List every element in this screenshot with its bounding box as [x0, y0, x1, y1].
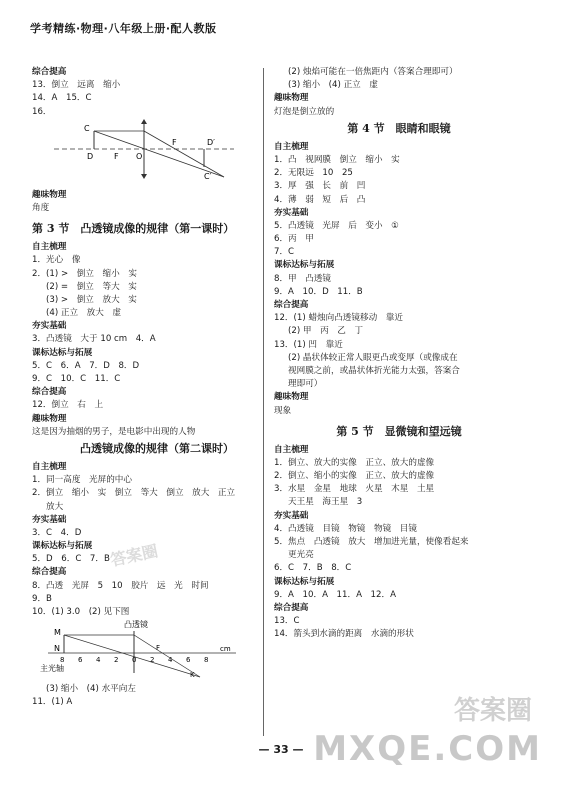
fig2-tick: 6	[186, 656, 191, 665]
right-block-b	[274, 141, 524, 418]
answer-line: 8．凸透 光屏 5 10 胶片 远 光 时间	[32, 580, 209, 591]
answer-line: 视网膜之前，或晶状体折光能力太强，答案合	[288, 365, 460, 376]
left-block-e	[32, 683, 282, 709]
answer-line: 16．	[32, 106, 52, 117]
fig2-label-axis: 主光轴	[40, 664, 64, 674]
answer-line: 2．倒立 缩小 实 倒立 等大 倒立 放大 正立	[32, 488, 236, 499]
fig1-label-F: F	[114, 151, 119, 161]
watermark-logo: 答案圈	[453, 696, 532, 726]
answer-line: 13．(1) 凹 靠近	[274, 339, 343, 350]
answer-line: 8．甲 凸透镜	[274, 273, 332, 284]
answer-line: 更光亮	[288, 550, 314, 561]
fig2-label-cm: cm	[220, 645, 231, 654]
watermark-url: MXQE.COM	[313, 729, 542, 769]
answer-line: (3) 缩小 (4) 正立 虚	[288, 80, 378, 91]
left-block-d	[32, 461, 282, 619]
answer-line: 角度	[32, 202, 50, 213]
section-3-title: 第 3 节 凸透镜成像的规律（第一课时）	[32, 222, 235, 236]
answer-line: 14．A 15．C	[32, 93, 92, 104]
subsection-heading: 夯实基础	[32, 514, 67, 525]
right-block-a	[274, 66, 524, 119]
answer-line: 天王星 海王星 3	[288, 497, 363, 508]
answer-line: (3) > 倒立 放大 实	[46, 294, 137, 305]
section-3b-title: 凸透镜成像的规律（第二课时）	[80, 441, 234, 455]
subsection-heading: 综合提高	[32, 567, 67, 578]
fig2-tick: 2	[114, 656, 119, 665]
answer-line: (4) 正立 放大 虚	[46, 308, 122, 319]
answer-line: 7．C	[274, 247, 295, 258]
answer-line: 4．薄 弱 短 后 凸	[274, 194, 366, 205]
answer-line: (3) 缩小 (4) 水平向左	[46, 684, 136, 695]
subsection-heading: 课标达标与拓展	[32, 541, 93, 552]
subsection-heading: 趣味物理	[32, 413, 67, 424]
subsection-heading: 趣味物理	[274, 392, 309, 403]
fig1-label-O: O	[136, 151, 143, 161]
answer-line: 放大	[46, 501, 64, 512]
answer-line: 11．(1) A	[32, 697, 73, 708]
fig2-label-lens: 凸透镜	[124, 620, 148, 630]
right-column	[274, 66, 524, 642]
subsection-heading: 综合提高	[32, 67, 67, 77]
answer-line: 这是因为抽烟的男子，是电影中出现的人物	[32, 426, 196, 437]
left-block-a	[32, 66, 282, 119]
fig2-label-K: K	[190, 671, 195, 680]
fig2-tick: 4	[96, 656, 101, 665]
subsection-heading: 自主梳理	[32, 461, 67, 472]
subsection-heading: 课标达标与拓展	[274, 260, 335, 271]
subsection-heading: 趣味物理	[32, 189, 67, 200]
answer-line: 2．倒立、缩小的实像 正立、放大的虚像	[274, 471, 435, 482]
answer-line: 1．光心 像	[32, 255, 81, 266]
subsection-heading: 自主梳理	[274, 444, 309, 455]
fig1-label-C: C	[84, 123, 90, 133]
answer-line: 6．丙 甲	[274, 234, 314, 245]
answer-line: 5．C 6．A 7．D 8．D	[32, 360, 140, 371]
answer-line: 6．C 7．B 8．C	[274, 563, 352, 574]
fig1-label-D: D	[87, 151, 94, 161]
fig2-tick: 6	[78, 656, 83, 665]
fig2-tick: 8	[204, 656, 209, 665]
subsection-heading: 夯实基础	[274, 207, 309, 218]
right-block-c	[274, 444, 524, 642]
answer-line: 1．同一高度 光屏的中心	[32, 475, 132, 486]
subsection-heading: 综合提高	[32, 387, 67, 398]
subsection-heading: 综合提高	[274, 602, 309, 613]
section-5-title: 第 5 节 显微镜和望远镜	[336, 424, 462, 438]
answer-line: 9．A 10．D 11．B	[274, 286, 363, 297]
answer-line: 灯泡是倒立放的	[274, 106, 335, 117]
fig2-label-M: M	[54, 628, 61, 638]
convex-lens-diagram-10	[40, 619, 240, 679]
subsection-heading: 夯实基础	[274, 510, 309, 521]
answer-line: 3．凸透镜 大于 10 cm 4．A	[32, 334, 156, 345]
lens-ray-diagram-16	[54, 119, 234, 185]
answer-line: (2) 烛焰可能在一倍焦距内（答案合理即可）	[288, 67, 458, 77]
answer-line: 10．(1) 3.0 (2) 见下图	[32, 607, 130, 617]
answer-line: 12．(1) 蜡烛向凸透镜移动 靠近	[274, 313, 403, 324]
section-4-title: 第 4 节 眼睛和眼镜	[347, 121, 451, 135]
answer-line: 13．倒立 远离 缩小	[32, 80, 121, 91]
fig2-tick: 8	[60, 656, 65, 665]
page-header: 学考精练·物理·八年级上册·配人教版	[30, 22, 217, 35]
fig2-label-F: F	[156, 644, 161, 653]
page-number: — 33 —	[258, 743, 304, 756]
answer-line: 5．凸透镜 光屏 后 变小 ①	[274, 220, 399, 231]
subsection-heading: 课标达标与拓展	[274, 576, 335, 587]
answer-line: 9．A 10．A 11．A 12．A	[274, 589, 396, 600]
answer-line: (2) = 倒立 等大 实	[46, 281, 137, 292]
answer-line: 3．水星 金星 地球 火星 木星 土星	[274, 484, 435, 495]
answer-line: 3．厚 强 长 前 凹	[274, 181, 366, 192]
answer-line: 12．倒立 右 上	[32, 400, 104, 411]
fig2-tick: 0	[132, 656, 137, 665]
fig1-label-F2: F	[172, 137, 177, 147]
answer-line: (2) 晶状体较正常人眼更凸或变厚（或像成在	[288, 352, 458, 363]
answer-line: 1．凸 视网膜 倒立 缩小 实	[274, 154, 400, 165]
left-column	[32, 66, 282, 710]
fig2-tick: 2	[150, 656, 155, 665]
fig2-tick-labels	[60, 656, 208, 664]
answer-line: 14．箭头到水滴的距离 水滴的形状	[274, 629, 414, 640]
answer-line: 13．C	[274, 616, 300, 627]
subsection-heading: 自主梳理	[274, 141, 309, 152]
answer-line: (2) 甲 丙 乙 丁	[288, 326, 364, 337]
stamp-watermark: 答案圈	[108, 541, 160, 570]
answer-line: 3．C 4．D	[32, 527, 82, 538]
answer-line: 9．B	[32, 593, 52, 604]
fig1-label-C2: C′	[204, 171, 212, 181]
subsection-heading: 综合提高	[274, 300, 309, 310]
answer-line: 2．(1) > 倒立 缩小 实	[32, 268, 137, 279]
subsection-heading: 趣味物理	[274, 93, 309, 104]
answer-line: 2．无限远 10 25	[274, 168, 353, 179]
answer-line: 5．焦点 凸透镜 放大 增加进光量，使像看起来	[274, 537, 469, 547]
fig1-label-D2: D′	[207, 137, 215, 147]
answer-line: 5．D 6．C 7．B	[32, 554, 110, 565]
fig2-tick: 4	[168, 656, 173, 665]
answer-line: 1．倒立、放大的实像 正立、放大的虚像	[274, 457, 435, 468]
subsection-heading: 自主梳理	[32, 242, 67, 253]
answer-line: 现象	[274, 405, 292, 416]
fig2-label-N: N	[54, 644, 60, 654]
left-block-b	[32, 189, 282, 215]
answer-line: 4．凸透镜 目镜 物镜 物镜 目镜	[274, 523, 417, 534]
left-block-c	[32, 241, 282, 439]
subsection-heading: 课标达标与拓展	[32, 347, 93, 358]
answer-line: 理即可）	[288, 379, 323, 390]
subsection-heading: 夯实基础	[32, 321, 67, 332]
answer-line: 9．C 10．C 11．C	[32, 374, 121, 384]
